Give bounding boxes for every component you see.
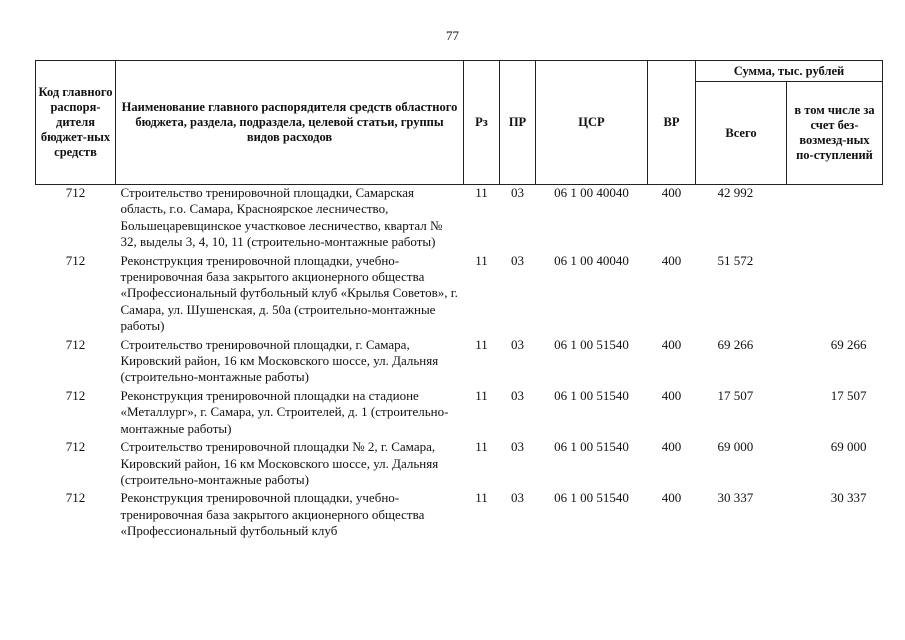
cell-code: 712 [65, 490, 86, 506]
cell-name: Реконструкция тренировочной площадки, учебно-тренировочная база закрытого акционерного общества «Профессиональный футбольный клуб «Крылья Советов», г. Самара, ул. Шушенская, д. 50а (строительно-монтажные работы) [120, 252, 458, 334]
cell-name: Реконструкция тренировочной площадки, учебно-тренировочная база закрытого акционерного общества «Профессиональный футбольный клуб [120, 490, 425, 539]
cell-csr: 06 1 00 40040 [554, 252, 629, 268]
header-csr: ЦСР [536, 61, 648, 185]
cell-rz: 11 [475, 252, 488, 268]
cell-name: Строительство тренировочной площадки, г. Самара, Кировский район, 16 км Московского шоссе, ул. Дальняя (строительно-монтажные работы) [120, 336, 439, 385]
page-number: 77 [446, 28, 459, 43]
cell-total: 30 337 [717, 490, 754, 506]
cell-code: 712 [65, 252, 86, 268]
header-total: Всего [696, 82, 787, 185]
cell-free: 17 507 [830, 387, 867, 403]
cell-csr: 06 1 00 51540 [554, 490, 629, 506]
cell-pr: 03 [511, 252, 524, 268]
table-row [36, 185, 883, 253]
cell-csr: 06 1 00 40040 [554, 185, 629, 200]
cell-code: 712 [65, 336, 86, 352]
cell-rz: 11 [475, 439, 488, 455]
cell-total: 17 507 [717, 387, 754, 403]
cell-pr: 03 [511, 490, 524, 506]
cell-name: Строительство тренировочной площадки № 2, г. Самара, Кировский район, 16 км Московского шоссе, ул. Дальняя (строительно-монтажные работы) [120, 439, 439, 487]
cell-rz: 11 [475, 387, 488, 403]
header-free: в том числе за счет без-возмезд-ных по-ступлений [787, 82, 883, 185]
cell-vr: 400 [661, 336, 682, 352]
cell-csr: 06 1 00 51540 [554, 387, 629, 403]
cell-vr: 400 [661, 490, 682, 506]
table-row [36, 337, 883, 388]
cell-rz: 11 [475, 490, 488, 506]
cell-free [787, 253, 883, 337]
cell-pr: 03 [511, 336, 524, 352]
table-row [36, 490, 883, 541]
table-row [36, 388, 883, 439]
cell-free: 69 266 [830, 336, 867, 352]
cell-rz: 11 [475, 336, 488, 352]
cell-vr: 400 [661, 252, 682, 268]
cell-pr: 03 [511, 185, 524, 200]
header-sum: Сумма, тыс. рублей [696, 61, 883, 82]
cell-total: 69 266 [717, 336, 754, 352]
cell-vr: 400 [661, 387, 682, 403]
cell-vr: 400 [661, 185, 682, 200]
cell-code: 712 [65, 387, 86, 403]
cell-name: Реконструкция тренировочной площадки на стадионе «Металлург», г. Самара, ул. Строителей, д. 1 (строительно-монтажные работы) [120, 387, 449, 436]
header-name: Наименование главного распорядителя средств областного бюджета, раздела, подраздела, целевой статьи, группы видов расходов [116, 61, 464, 185]
cell-csr: 06 1 00 51540 [554, 439, 629, 455]
cell-vr: 400 [661, 439, 682, 455]
header-code: Код главного распоря-дителя бюджет-ных средств [36, 61, 116, 185]
cell-rz: 11 [475, 185, 488, 200]
cell-code: 712 [65, 185, 86, 200]
cell-free: 30 337 [830, 490, 867, 506]
cell-code: 712 [65, 439, 86, 455]
cell-pr: 03 [511, 387, 524, 403]
table-row [36, 253, 883, 337]
cell-total: 69 000 [717, 439, 754, 455]
cell-total: 42 992 [717, 185, 754, 200]
header-pr: ПР [500, 61, 536, 185]
cell-pr: 03 [511, 439, 524, 455]
cell-total: 51 572 [717, 252, 754, 268]
cell-csr: 06 1 00 51540 [554, 336, 629, 352]
cell-free [787, 185, 883, 253]
header-vr: ВР [648, 61, 696, 185]
budget-table [35, 60, 883, 542]
cell-free: 69 000 [830, 439, 867, 455]
table-row [36, 439, 883, 490]
header-rz: Рз [464, 61, 500, 185]
cell-name: Строительство тренировочной площадки, Самарская область, г.о. Самара, Красноярское лесничество, Большецаревщинское участковое лесничество, квартал № 32, выделы 3, 4, 10, 11 (строительно-монтажные работы) [120, 185, 443, 250]
